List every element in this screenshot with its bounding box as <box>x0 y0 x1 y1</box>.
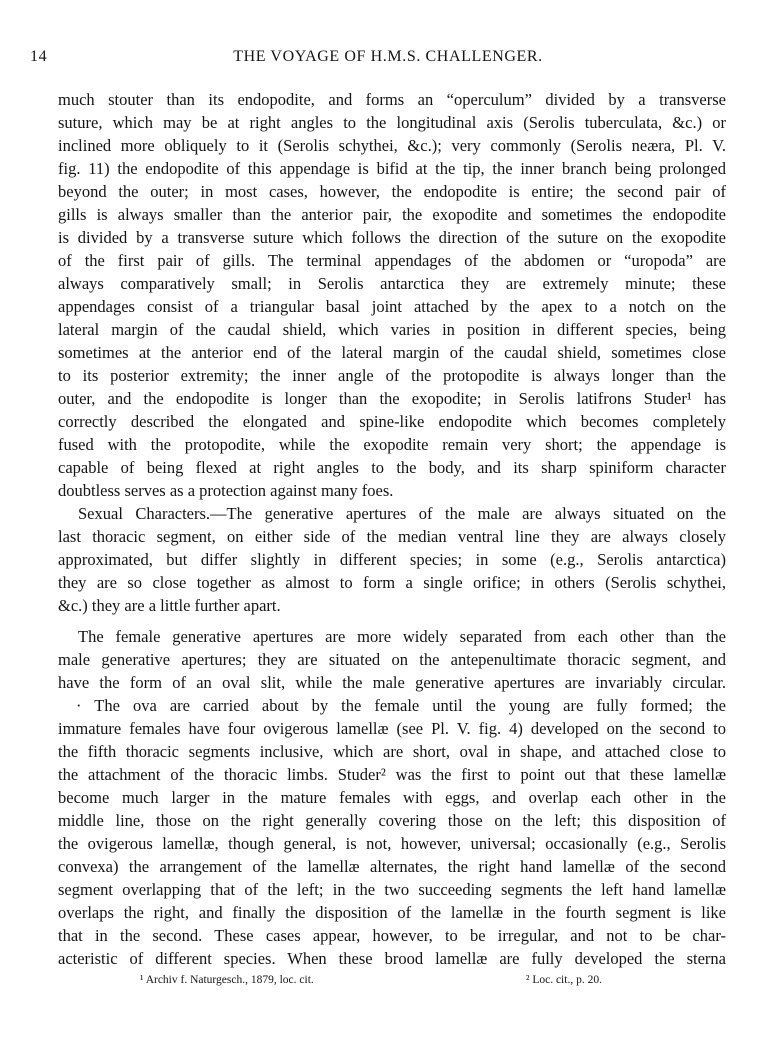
text-line: gills is always smaller than the anterior pair, the exopodite and sometimes the endopodite <box>58 205 726 224</box>
text-line: much stouter than its endopodite, and forms an “operculum” divided by a transverse <box>58 90 726 109</box>
text-line: convexa) the arrangement of the lamellæ alternates, the right hand lamellæ of the second <box>58 857 726 876</box>
text-line: become much larger in the mature females with eggs, and overlap each other in the <box>58 788 726 807</box>
text-line: outer, and the endopodite is longer than the exopodite; in Serolis latifrons Studer¹ has <box>58 389 726 408</box>
text-line: male generative apertures; they are situated on the antepenultimate thoracic segment, and <box>58 650 726 669</box>
text-line: Sexual Characters.—The generative apertures of the male are always situated on the <box>78 504 726 523</box>
running-title: THE VOYAGE OF H.M.S. CHALLENGER. <box>233 48 543 65</box>
text-line: that in the second. These cases appear, however, to be irregular, and not to be char- <box>58 926 726 945</box>
text-line: sometimes at the anterior end of the lateral margin of the caudal shield, sometimes close <box>58 343 726 362</box>
text-line: doubtless serves as a protection against many foes. <box>58 481 394 500</box>
text-line: capable of being flexed at right angles to the body, and its sharp spiniform character <box>58 458 726 477</box>
paragraph-gap <box>58 617 726 625</box>
text-line: middle line, those on the right generally covering those on the left; this disposition of <box>58 811 726 830</box>
text-line: beyond the outer; in most cases, however, the endopodite is entire; the second pair of <box>58 182 726 201</box>
text-line: always comparatively small; in Serolis antarctica they are extremely minute; these <box>58 274 726 293</box>
text-line: correctly described the elongated and spine-like endopodite which becomes completely <box>58 412 726 431</box>
text-line: segment overlapping that of the left; in the two succeeding segments the left hand lamellæ <box>58 880 726 899</box>
text-line: the fifth thoracic segments inclusive, which are short, oval in shape, and attached close to <box>58 742 726 761</box>
text-line: acteristic of different species. When these brood lamellæ are fully developed the sterna <box>58 949 726 968</box>
text-line: overlaps the right, and finally the disposition of the lamellæ in the fourth segment is like <box>58 903 726 922</box>
text-line: have the form of an oval slit, while the male generative apertures are invariably circular. <box>58 673 726 692</box>
text-line: is divided by a transverse suture which follows the direction of the suture on the exopodite <box>58 228 726 247</box>
text-line: the attachment of the thoracic limbs. Studer² was the first to point out that these lamellæ <box>58 765 726 784</box>
body-text <box>58 88 726 970</box>
text-line: lateral margin of the caudal shield, which varies in position in different species, being <box>58 320 726 339</box>
footnotes <box>58 974 726 992</box>
text-line: approximated, but differ slightly in different species; in some (e.g., Serolis antarctica) <box>58 550 726 569</box>
footnote-2: ² Loc. cit., p. 20. <box>526 974 602 986</box>
text-line: fused with the protopodite, while the exopodite remain very short; the appendage is <box>58 435 726 454</box>
text-line: inclined more obliquely to it (Serolis schythei, &c.); very commonly (Serolis neæra, Pl. V. <box>58 136 726 155</box>
text-line: of the first pair of gills. The terminal appendages of the abdomen or “uropoda” are <box>58 251 726 270</box>
text-line: The female generative apertures are more widely separated from each other than the <box>78 627 726 646</box>
footnote-1: ¹ Archiv f. Naturgesch., 1879, loc. cit. <box>140 974 314 986</box>
text-line: &c.) they are a little further apart. <box>58 596 281 615</box>
text-line: last thoracic segment, on either side of the median ventral line they are always closely <box>58 527 726 546</box>
text-line: to its posterior extremity; the inner angle of the protopodite is always longer than the <box>58 366 726 385</box>
page-number: 14 <box>30 48 48 65</box>
text-line: · The ova are carried about by the female until the young are fully formed; the <box>76 696 726 715</box>
text-line: suture, which may be at right angles to the longitudinal axis (Serolis tuberculata, &c.) or <box>58 113 726 132</box>
text-line: fig. 11) the endopodite of this appendage is bifid at the tip, the inner branch being prolonged <box>58 159 726 178</box>
text-line: immature females have four ovigerous lamellæ (see Pl. V. fig. 4) developed on the second to <box>58 719 726 738</box>
text-line: they are so close together as almost to form a single orifice; in others (Serolis schythei, <box>58 573 726 592</box>
text-line: the ovigerous lamellæ, though general, is not, however, universal; occasionally (e.g., Serolis <box>58 834 726 853</box>
text-line: appendages consist of a triangular basal joint attached by the apex to a notch on the <box>58 297 726 316</box>
running-header <box>30 48 746 70</box>
